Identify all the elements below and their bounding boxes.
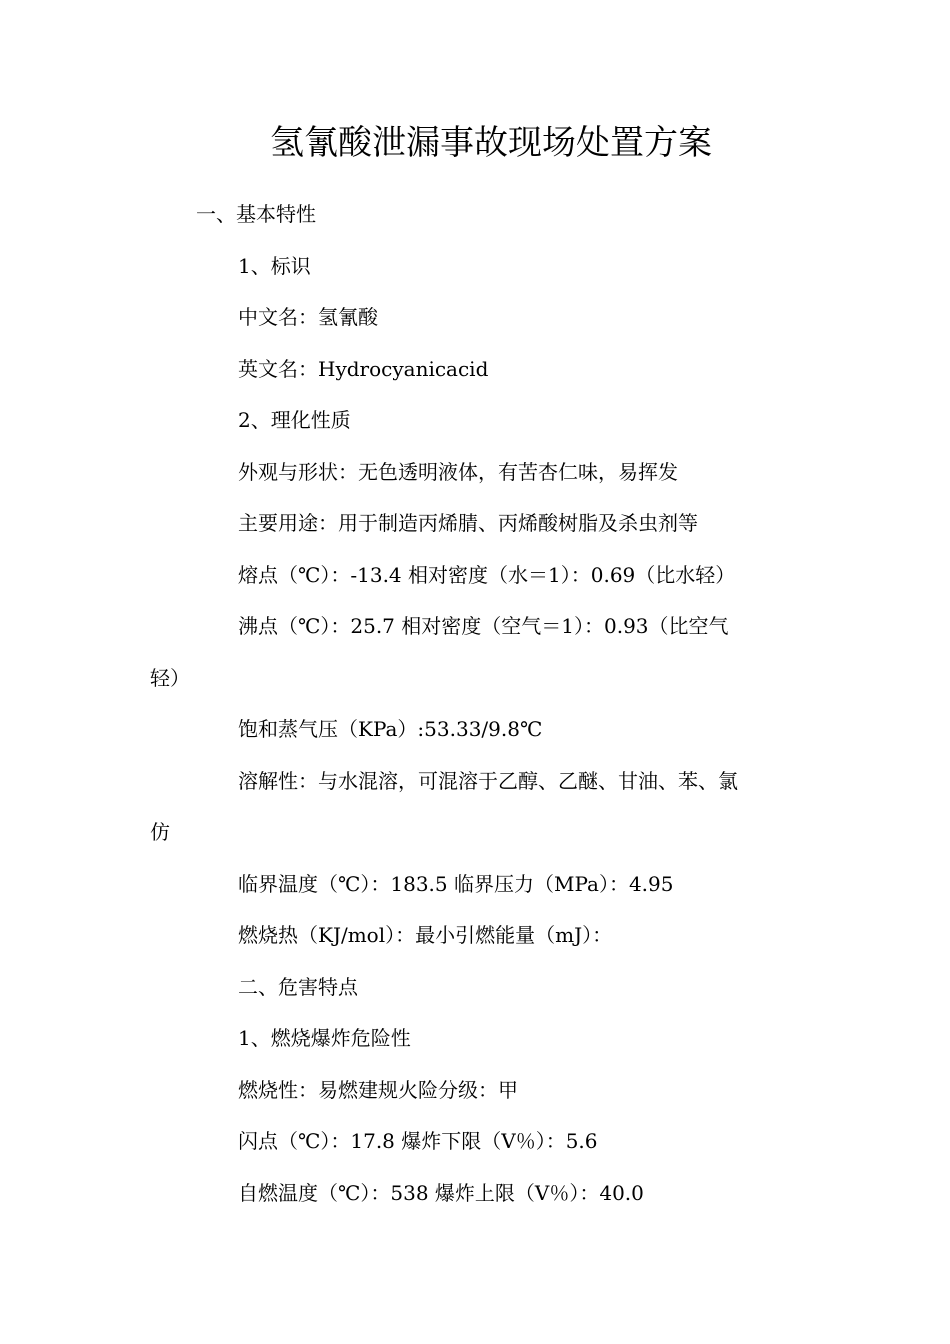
main-use-line: 主要用途：用于制造丙烯腈、丙烯酸树脂及杀虫剂等 xyxy=(238,511,698,535)
subheading-fire-explosion: 1、燃烧爆炸危险性 xyxy=(238,1026,411,1050)
document-title: 氢氰酸泄漏事故现场处置方案 xyxy=(270,123,712,163)
boiling-point-line-continued: 轻） xyxy=(150,666,190,690)
autoignition-line: 自燃温度（℃）：538 爆炸上限（V％）：40.0 xyxy=(238,1181,644,1205)
boiling-point-line: 沸点（℃）：25.7 相对密度（空气＝1）：0.93（比空气 xyxy=(238,614,729,638)
subheading-physicochemical: 2、理化性质 xyxy=(238,408,351,432)
heat-of-combustion-line: 燃烧热（KJ/mol）：最小引燃能量（mJ）： xyxy=(238,923,613,947)
chinese-name-line: 中文名：氢氰酸 xyxy=(238,305,378,329)
subheading-identification: 1、标识 xyxy=(238,254,311,278)
section-heading-basic-properties: 一、基本特性 xyxy=(196,202,316,226)
solubility-line-continued: 仿 xyxy=(150,820,170,844)
solubility-line: 溶解性：与水混溶，可混溶于乙醇、乙醚、甘油、苯、氯 xyxy=(238,769,738,793)
melting-point-line: 熔点（℃）：-13.4 相对密度（水＝1）：0.69（比水轻） xyxy=(238,563,736,587)
english-name-line: 英文名：Hydrocyanicacid xyxy=(238,357,489,381)
flash-point-line: 闪点（℃）：17.8 爆炸下限（V％）：5.6 xyxy=(238,1129,598,1153)
section-heading-hazards: 二、危害特点 xyxy=(238,975,358,999)
flammability-line: 燃烧性：易燃建规火险分级：甲 xyxy=(238,1078,518,1102)
appearance-line: 外观与形状：无色透明液体，有苦杏仁味，易挥发 xyxy=(238,460,678,484)
critical-temperature-line: 临界温度（℃）：183.5 临界压力（MPa）：4.95 xyxy=(238,872,674,896)
vapor-pressure-line: 饱和蒸气压（KPa）:53.33/9.8℃ xyxy=(238,717,543,741)
